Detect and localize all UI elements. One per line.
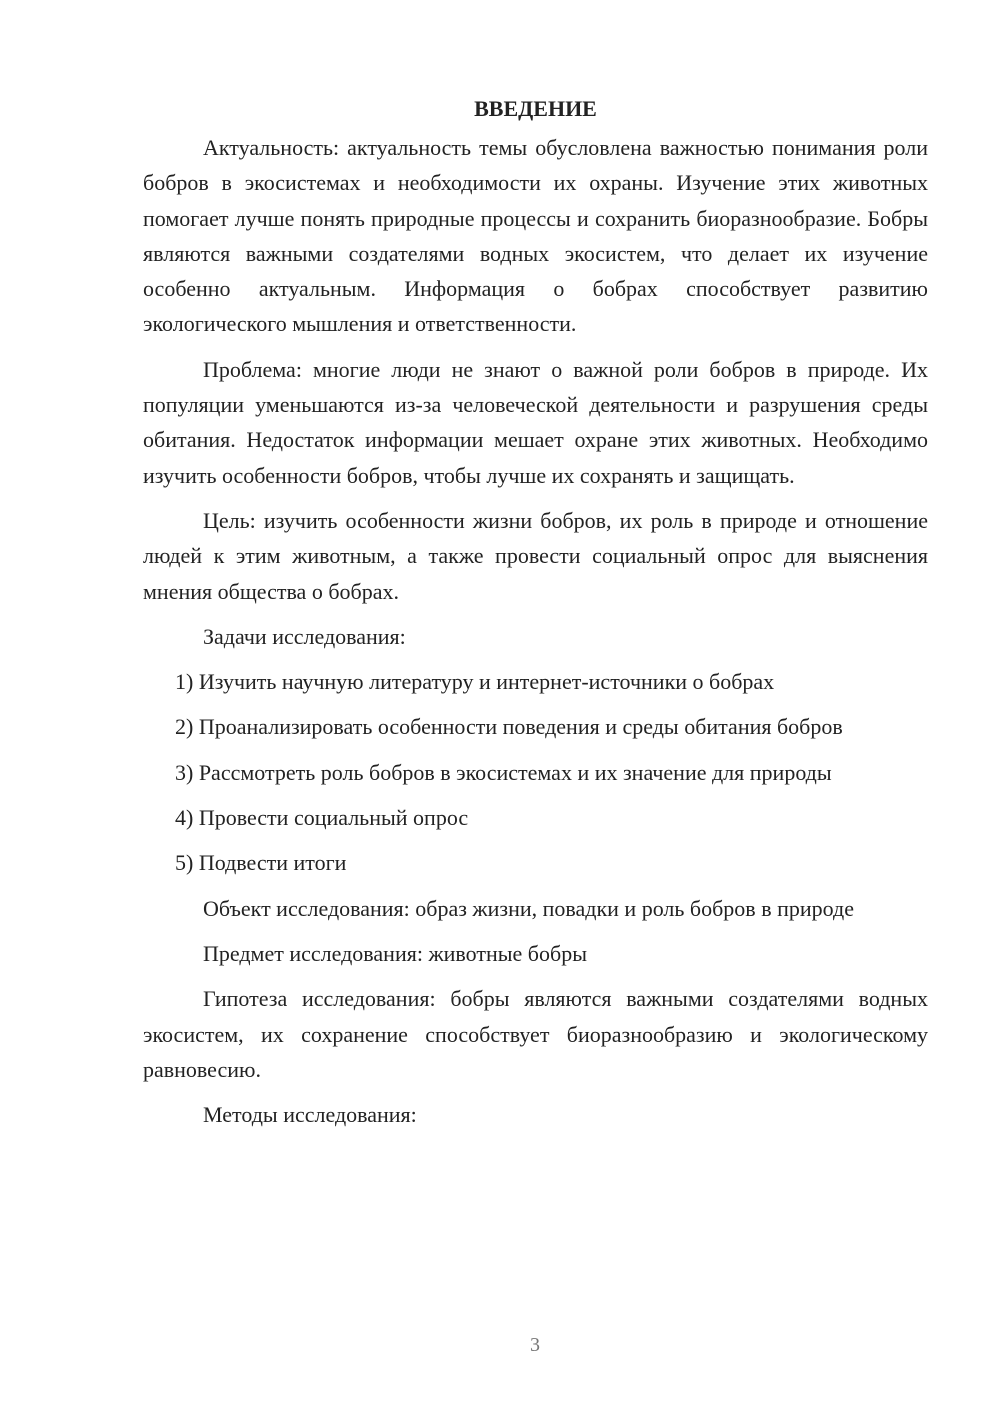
- paragraph-object: Объект исследования: образ жизни, повадки и роль бобров в природе: [203, 895, 854, 921]
- document-page: [143, 94, 928, 1142]
- tasks-list: [143, 664, 928, 880]
- list-item: 1) Изучить научную литературу и интернет-источники о бобрах: [175, 669, 775, 695]
- methods-heading: Методы исследования:: [203, 1102, 417, 1128]
- list-item: 3) Рассмотреть роль бобров в экосистемах и их значение для природы: [175, 759, 832, 785]
- page-number: 3: [530, 1334, 540, 1356]
- tasks-heading: Задачи исследования:: [203, 623, 406, 649]
- list-item: 4) Провести социальный опрос: [175, 805, 469, 831]
- paragraph-hypothesis: Гипотеза исследования: бобры являются важными создателями водных экосистем, их сохранение способствует биоразнообразию и экологическому равновесию.: [143, 986, 928, 1082]
- section-title: ВВЕДЕНИЕ: [474, 96, 597, 121]
- paragraph-relevance: Актуальность: актуальность темы обусловлена важностью понимания роли бобров в экосистемах и необходимости их охраны. Изучение этих животных помогает лучше понять природные процессы и сохранить биоразнообразие. Бобры являются важными создателями водных экосистем, что делает их изучение особенно актуальным. Информация о бобрах способствует развитию экологического мышления и ответственности.: [143, 135, 928, 337]
- paragraph-problem: Проблема: многие люди не знают о важной роли бобров в природе. Их популяции уменьшаются из-за человеческой деятельности и разрушения среды обитания. Недостаток информации мешает охране этих животных. Необходимо изучить особенности бобров, чтобы лучше их сохранять и защищать.: [143, 356, 928, 488]
- list-item: 2) Проанализировать особенности поведения и среды обитания бобров: [175, 714, 843, 740]
- list-item: 5) Подвести итоги: [175, 850, 347, 876]
- paragraph-subject: Предмет исследования: животные бобры: [203, 940, 587, 966]
- paragraph-goal: Цель: изучить особенности жизни бобров, их роль в природе и отношение людей к этим животным, а также провести социальный опрос для выяснения мнения общества о бобрах.: [143, 507, 928, 604]
